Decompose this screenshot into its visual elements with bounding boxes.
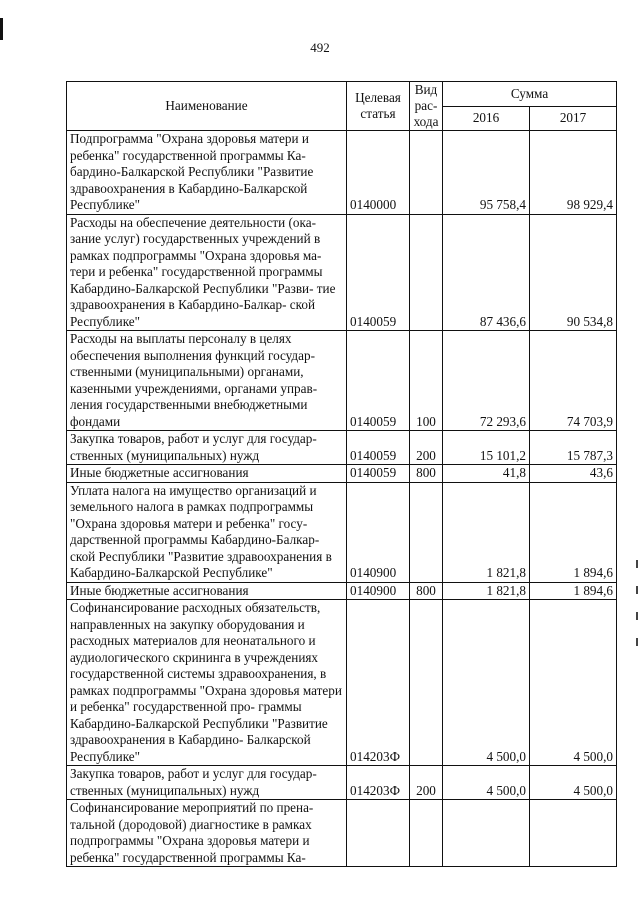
- row-kind: 800: [410, 582, 443, 600]
- row-code: 0140059: [347, 331, 410, 431]
- row-name: Софинансирование мероприятий по прена- тальной (дородовой) диагностике в рамках подпрограммы "Охрана здоровья матери и ребенка" государственной программы Ка-: [67, 800, 347, 867]
- row-name: Софинансирование расходных обязательств, направленных на закупку оборудования и расходных материалов для неонатального и аудиологического скрининга в учреждениях государственной системы здравоохранения, в рамках подпрограммы "Охрана здоровья матери и ребенка" государственной про- граммы Кабардино-Балкарской Республики "Развитие здравоохранения в Кабардино- Балкарской Республике": [67, 600, 347, 766]
- table-row: [67, 600, 617, 766]
- row-name: Уплата налога на имущество организаций и земельного налога в рамках подпрограммы "Охрана здоровья матери и ребенка" госу- дарственной программы Кабардино-Балкар- ской Республики "Развитие здравоохранения в Кабардино-Балкарской Республике": [67, 482, 347, 582]
- row-code: 0140059: [347, 214, 410, 331]
- row-2016: 1 821,8: [443, 582, 530, 600]
- budget-table: [66, 81, 617, 867]
- row-name: Иные бюджетные ассигнования: [67, 582, 347, 600]
- header-target-article: Целевая статья: [347, 82, 410, 131]
- row-2016: 4 500,0: [443, 766, 530, 800]
- row-2016: 95 758,4: [443, 131, 530, 215]
- row-2016: 1 821,8: [443, 482, 530, 582]
- header-year-2016: 2016: [443, 106, 530, 131]
- row-code: 014203Ф: [347, 766, 410, 800]
- row-kind: [410, 131, 443, 215]
- table-row: [67, 766, 617, 800]
- table-row: [67, 482, 617, 582]
- header-year-2017: 2017: [530, 106, 617, 131]
- row-kind: 100: [410, 331, 443, 431]
- row-2016: 41,8: [443, 465, 530, 483]
- row-kind: [410, 482, 443, 582]
- row-kind: 800: [410, 465, 443, 483]
- row-code: 0140059: [347, 431, 410, 465]
- row-code: 0140900: [347, 482, 410, 582]
- row-2017: 1 894,6: [530, 482, 617, 582]
- table-row: [67, 800, 617, 867]
- header-sum: Сумма: [443, 82, 617, 107]
- row-2016: 72 293,6: [443, 331, 530, 431]
- row-2016: 4 500,0: [443, 600, 530, 766]
- row-2016: 87 436,6: [443, 214, 530, 331]
- header-expense-type: Вид рас- хода: [410, 82, 443, 131]
- row-code: [347, 800, 410, 867]
- row-2017: 4 500,0: [530, 766, 617, 800]
- page-number: 492: [310, 40, 330, 55]
- row-code: 0140059: [347, 465, 410, 483]
- header-name: Наименование: [67, 82, 347, 131]
- row-2017: 43,6: [530, 465, 617, 483]
- row-name: Иные бюджетные ассигнования: [67, 465, 347, 483]
- row-name: Расходы на обеспечение деятельности (ока- зание услуг) государственных учреждений в рамках подпрограммы "Охрана здоровья ма- тери и ребенка" государственной программы Кабардино-Балкарской Республики "Разви- тие здравоохранения в Кабардино-Балкар- ской Республике": [67, 214, 347, 331]
- table-row: [67, 431, 617, 465]
- row-kind: [410, 800, 443, 867]
- row-2017: 4 500,0: [530, 600, 617, 766]
- row-code: 014203Ф: [347, 600, 410, 766]
- row-2016: 15 101,2: [443, 431, 530, 465]
- row-2016: [443, 800, 530, 867]
- row-name: Расходы на выплаты персоналу в целях обеспечения выполнения функций государ- ственными (муниципальными) органами, казенными учреждениями, органами управ- ления государственными внебюджетными фондами: [67, 331, 347, 431]
- row-2017: 74 703,9: [530, 331, 617, 431]
- row-2017: 15 787,3: [530, 431, 617, 465]
- row-kind: 200: [410, 766, 443, 800]
- table-row: [67, 131, 617, 215]
- row-name: Закупка товаров, работ и услуг для государ- ственных (муниципальных) нужд: [67, 766, 347, 800]
- row-kind: [410, 600, 443, 766]
- row-code: 0140000: [347, 131, 410, 215]
- row-name: Подпрограмма "Охрана здоровья матери и ребенка" государственной программы Ка- бардино-Балкарской Республики "Развитие здравоохранения в Кабардино-Балкарской Республике": [67, 131, 347, 215]
- row-2017: 98 929,4: [530, 131, 617, 215]
- row-2017: 1 894,6: [530, 582, 617, 600]
- table-row: [67, 331, 617, 431]
- row-2017: 90 534,8: [530, 214, 617, 331]
- table-row: [67, 214, 617, 331]
- table-row: [67, 465, 617, 483]
- row-kind: 200: [410, 431, 443, 465]
- table-row: [67, 582, 617, 600]
- scan-edge-mark: [0, 18, 3, 40]
- scan-edge-marks: [636, 560, 640, 664]
- row-2017: [530, 800, 617, 867]
- row-name: Закупка товаров, работ и услуг для государ- ственных (муниципальных) нужд: [67, 431, 347, 465]
- row-code: 0140900: [347, 582, 410, 600]
- row-kind: [410, 214, 443, 331]
